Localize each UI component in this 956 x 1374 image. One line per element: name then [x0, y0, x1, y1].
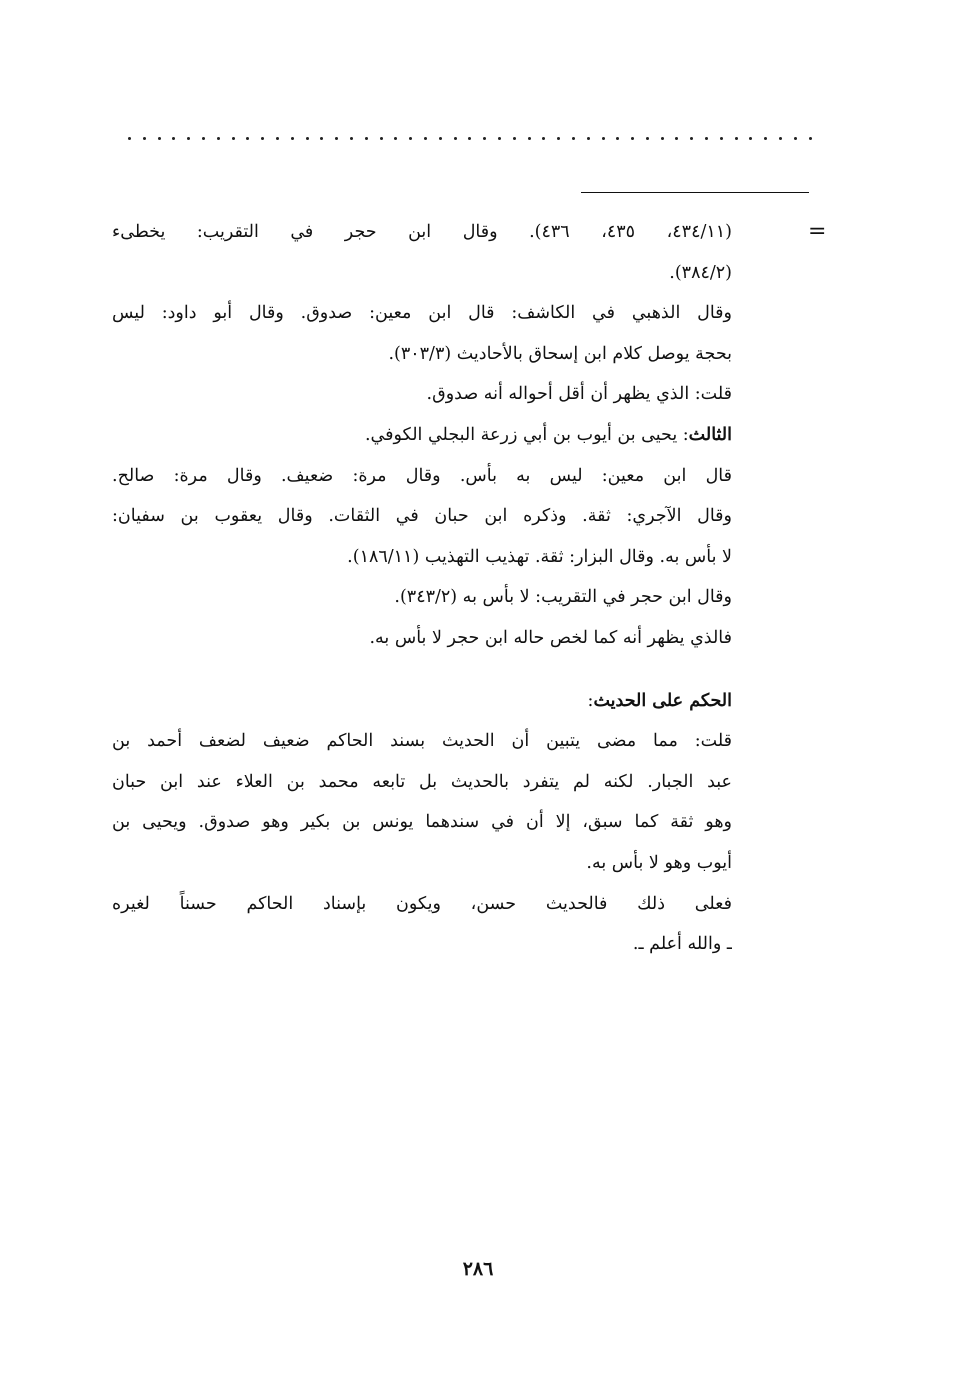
narrator-text: : يحيى بن أيوب بن أبي زرعة البجلي الكوفي.: [364, 424, 689, 445]
footnote-line: وقال الذهبي في الكاشف: قال ابن معين: صدوق. وقال أبو داود: ليس: [112, 303, 732, 324]
footnote-line: (٤٣٤/١١، ٤٣٥، ٤٣٦). وقال ابن حجر في التقريب: يخطىء: [112, 222, 732, 242]
footnote-line: وقال ابن حجر في التقريب: لا بأس به (٣٤٣/٢).: [394, 587, 732, 608]
footnote-line: بحجة يوصل كلام ابن إسحاق بالأحاديث (٣٠٣/٣).: [388, 343, 732, 364]
narrator-label: الثالث: [688, 424, 732, 445]
section-line: أيوب وهو لا بأس به.: [586, 852, 732, 873]
footnote-line: قلت: الذي يظهر أن أقل أحواله أنه صدوق.: [426, 384, 732, 405]
dotted-separator: [128, 128, 812, 148]
footnote-line: وقال الآجري: ثقة. وذكره ابن حبان في الثقات. وقال يعقوب بن سفيان:: [112, 506, 732, 527]
section-line: وهو ثقة كما سبق، إلا أن في سندهما يونس بن بكير وهو صدوق. ويحيى بن: [112, 812, 732, 833]
section-line: قلت: مما مضى يتبين أن الحديث بسند الحاكم ضعيف لضعف أحمد بن: [112, 731, 732, 752]
section-line: فعلى ذلك فالحديث حسن، ويكون بإسناد الحاكم حسناً لغيره: [112, 893, 732, 914]
footnote-continuation-marker: =: [808, 219, 827, 244]
footnote-line: لا بأس به. وقال البزار: ثقة. تهذيب التهذيب (١٨٦/١١).: [347, 546, 732, 567]
section-heading-colon: :: [587, 690, 594, 711]
footnote-line: (٣٨٤/٢).: [669, 262, 732, 283]
footnote-line: [112, 415, 732, 456]
section-heading-text: الحكم على الحديث: [593, 690, 732, 711]
section-line: عبد الجبار. لكنه لم يتفرد بالحديث بل تابعه محمد بن العلاء عند ابن حبان: [112, 771, 732, 792]
footnote-rule: [581, 192, 809, 193]
section-heading: [112, 681, 732, 722]
footnote-line: فالذي يظهر أنه كما لخص حاله ابن حجر لا بأس به.: [369, 627, 732, 648]
page-number: ٢٨٦: [462, 1258, 494, 1280]
footnote-body: [112, 212, 732, 965]
section-line: ـ والله أعلم ـ.: [632, 934, 732, 955]
footnote-line: قال ابن معين: ليس به بأس. وقال مرة: ضعيف. وقال مرة: صالح.: [112, 465, 732, 486]
